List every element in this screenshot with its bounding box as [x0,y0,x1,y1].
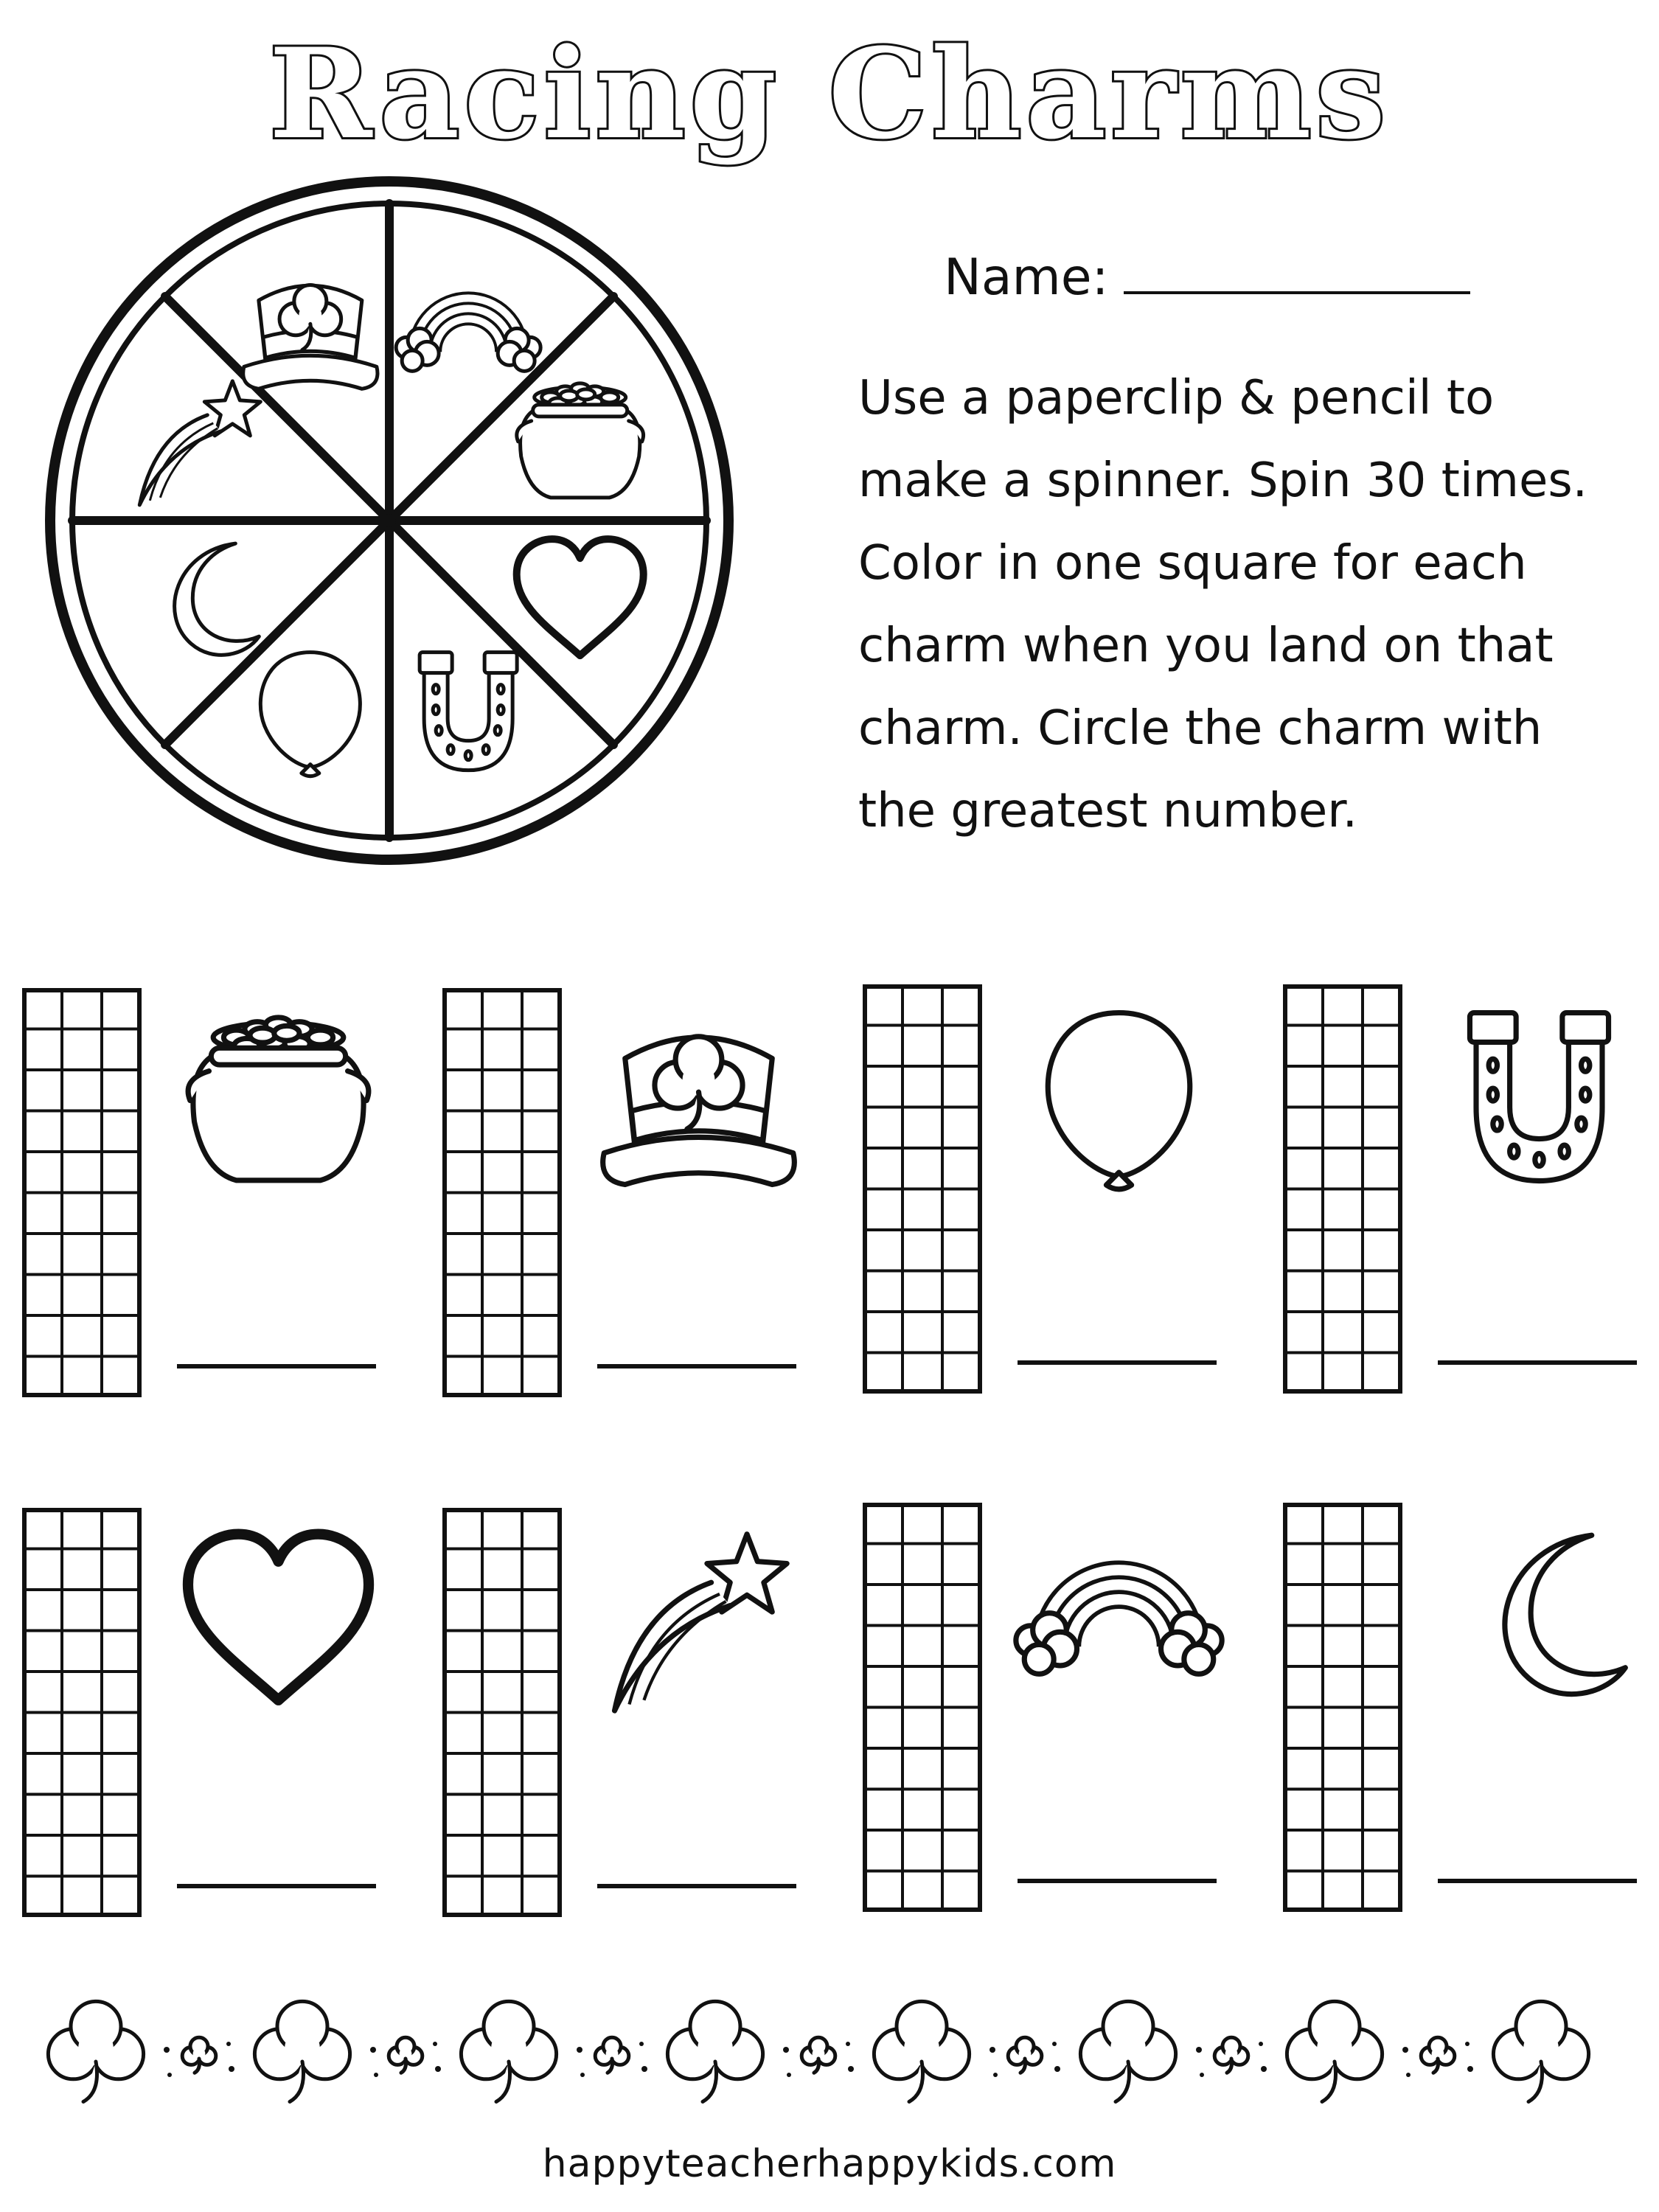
count-answer-line[interactable] [1018,1879,1217,1883]
leprechaun-hat-icon [603,1037,795,1185]
small-shamrock-icon [1196,2037,1267,2077]
pot-of-gold-icon [188,1018,369,1180]
rainbow-icon [396,293,540,371]
horseshoe-icon [1470,1013,1608,1181]
tally-grid[interactable] [1285,1505,1400,1910]
tally-grid[interactable] [445,990,560,1395]
horseshoe-icon [420,653,517,771]
moon-icon [175,543,260,655]
count-answer-line[interactable] [177,1884,376,1888]
tally-grid[interactable] [1285,987,1400,1391]
charm-group [1283,1503,1659,1912]
heart-icon [188,1534,369,1700]
name-line[interactable] [1124,247,1470,294]
shamrock-icon [1287,2001,1382,2101]
small-shamrock-icon [577,2037,647,2077]
tally-grid[interactable] [24,1510,139,1915]
moon-icon [1505,1535,1625,1694]
shooting-star-icon [139,381,260,505]
charm-group [442,1508,826,1917]
leprechaun-hat-icon [243,285,378,389]
charm-group [863,1503,1246,1912]
count-answer-line[interactable] [597,1884,796,1888]
small-shamrock-icon [990,2037,1060,2077]
shamrock-icon [667,2001,762,2101]
tally-grid[interactable] [865,1505,980,1910]
count-answer-line[interactable] [1018,1360,1217,1365]
shamrock-icon [874,2001,969,2101]
pot-of-gold-icon [517,383,644,498]
small-shamrock-icon [164,2037,234,2077]
name-label: Name: [944,248,1109,307]
spinner-wheel [43,174,736,867]
shamrock-icon [48,2001,143,2101]
heart-icon [517,539,644,655]
tally-grid[interactable] [24,990,139,1395]
shamrock-icon [1493,2001,1588,2101]
count-answer-line[interactable] [177,1364,376,1368]
small-shamrock-icon [370,2037,441,2077]
name-field[interactable] [944,247,1470,307]
charm-group [22,1508,406,1917]
shamrock-icon [254,2001,349,2101]
charm-group [863,984,1246,1394]
count-answer-line[interactable] [1438,1879,1637,1883]
website-footer: happyteacherhappykids.com [542,2142,1117,2186]
count-answer-line[interactable] [1438,1360,1637,1365]
instructions-text: Use a paperclip & pencil to make a spinner. Spin 30 times. Color in one square for each charm when you land on that charm. Circle the charm with the greatest number. [858,371,1587,838]
small-shamrock-icon [1402,2037,1473,2077]
tally-grid[interactable] [445,1510,560,1915]
rainbow-icon [1016,1562,1222,1674]
charm-group [22,988,406,1397]
balloon-icon [1048,1013,1190,1189]
shamrock-icon [1080,2001,1175,2101]
small-shamrock-icon [783,2037,854,2077]
page-title: Racing Charms [268,21,1391,167]
count-answer-line[interactable] [597,1364,796,1368]
charm-group [1283,984,1659,1394]
shamrock-border [0,1998,1659,2116]
balloon-icon [260,653,360,776]
shamrock-icon [461,2001,556,2101]
charm-group [442,988,826,1397]
shooting-star-icon [615,1534,787,1711]
tally-grid[interactable] [865,987,980,1391]
